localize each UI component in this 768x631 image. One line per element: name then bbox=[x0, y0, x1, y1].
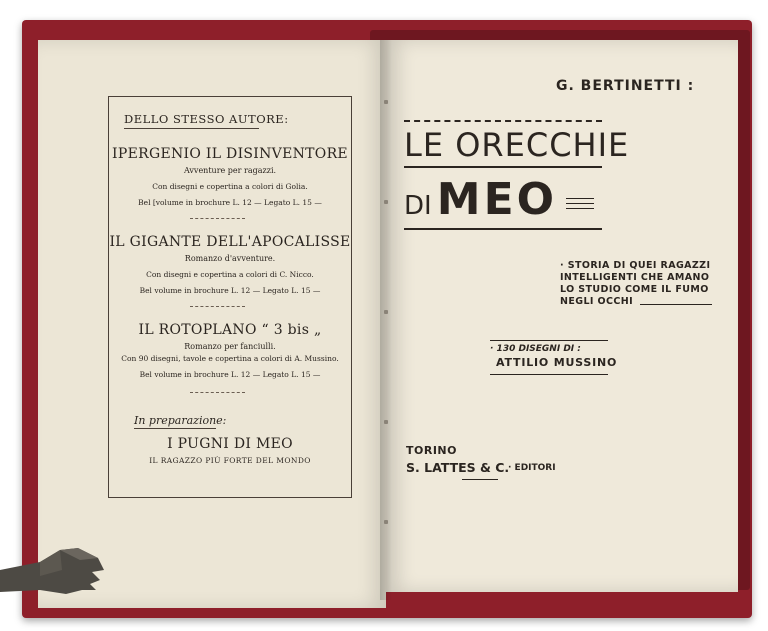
tagline-line: · STORIA DI QUEI RAGAZZI bbox=[560, 260, 711, 271]
header-underline bbox=[124, 128, 259, 129]
author-name: G. BERTINETTI : bbox=[556, 78, 695, 94]
publisher-name: S. LATTES & C. bbox=[406, 460, 510, 475]
book-illustrations: Con 90 disegni, tavole e copertina a colori di A. Mussino. bbox=[121, 354, 339, 363]
metal-hand-bookholder bbox=[0, 540, 110, 600]
title-meo: MEO bbox=[436, 174, 558, 225]
book-title: IPERGENIO IL DISINVENTORE bbox=[112, 146, 348, 162]
publisher-rule bbox=[462, 479, 498, 480]
publisher-city: TORINO bbox=[406, 444, 457, 457]
tagline-rule bbox=[640, 304, 712, 305]
book-illustrations: Con disegni e copertina a colori di Golia. bbox=[152, 182, 308, 191]
list-header: DELLO STESSO AUTORE: bbox=[124, 112, 289, 126]
upcoming-title: I PUGNI DI MEO bbox=[167, 436, 293, 452]
book-title: IL ROTOPLANO “ 3 bis „ bbox=[138, 322, 322, 338]
drawings-bottom-rule bbox=[490, 374, 608, 375]
book-price: Bel volume in brochure L. 12 — Legato L. 15 — bbox=[139, 286, 321, 295]
right-page bbox=[386, 40, 738, 592]
tagline-line: LO STUDIO COME IL FUMO bbox=[560, 284, 709, 295]
tagline-line: NEGLI OCCHI bbox=[560, 296, 634, 307]
book-genre: Romanzo per fanciulli. bbox=[184, 342, 276, 351]
book-price: Bel volume in brochure L. 12 — Legato L. 15 — bbox=[139, 370, 321, 379]
book-illustrations: Con disegni e copertina a colori di C. Nicco. bbox=[146, 270, 314, 279]
separator bbox=[190, 218, 245, 219]
book-genre: Romanzo d'avventure. bbox=[184, 254, 276, 263]
binding-thread bbox=[384, 100, 388, 104]
publisher-suffix: · EDITORI bbox=[508, 463, 556, 473]
binding-thread bbox=[384, 310, 388, 314]
binding-thread bbox=[384, 520, 388, 524]
title-ornament bbox=[566, 198, 594, 213]
upcoming-subtitle: IL RAGAZZO PIÙ FORTE DEL MONDO bbox=[149, 456, 311, 465]
drawings-credit: · 130 DISEGNI DI : bbox=[490, 344, 581, 354]
book-gutter bbox=[380, 40, 392, 600]
title-top-rule bbox=[404, 120, 602, 122]
book-price: Bel [volume in brochure L. 12 — Legato L. 15 — bbox=[138, 198, 322, 207]
title-bottom-rule bbox=[404, 228, 602, 230]
separator bbox=[190, 392, 245, 393]
title-di: DI bbox=[404, 191, 432, 221]
binding-thread bbox=[384, 200, 388, 204]
book-genre: Avventure per ragazzi. bbox=[183, 166, 277, 175]
title-line-2 bbox=[404, 174, 557, 225]
title-line-1: LE ORECCHIE bbox=[404, 126, 630, 164]
separator bbox=[190, 306, 245, 307]
title-mid-rule bbox=[404, 166, 602, 168]
illustrator-name: ATTILIO MUSSINO bbox=[496, 356, 618, 369]
in-preparation-label: In preparazione: bbox=[134, 414, 227, 427]
drawings-top-rule bbox=[490, 340, 608, 341]
binding-thread bbox=[384, 420, 388, 424]
prep-underline bbox=[134, 428, 216, 429]
tagline-line: INTELLIGENTI CHE AMANO bbox=[560, 272, 710, 283]
book-title: IL GIGANTE DELL'APOCALISSE bbox=[109, 234, 351, 250]
